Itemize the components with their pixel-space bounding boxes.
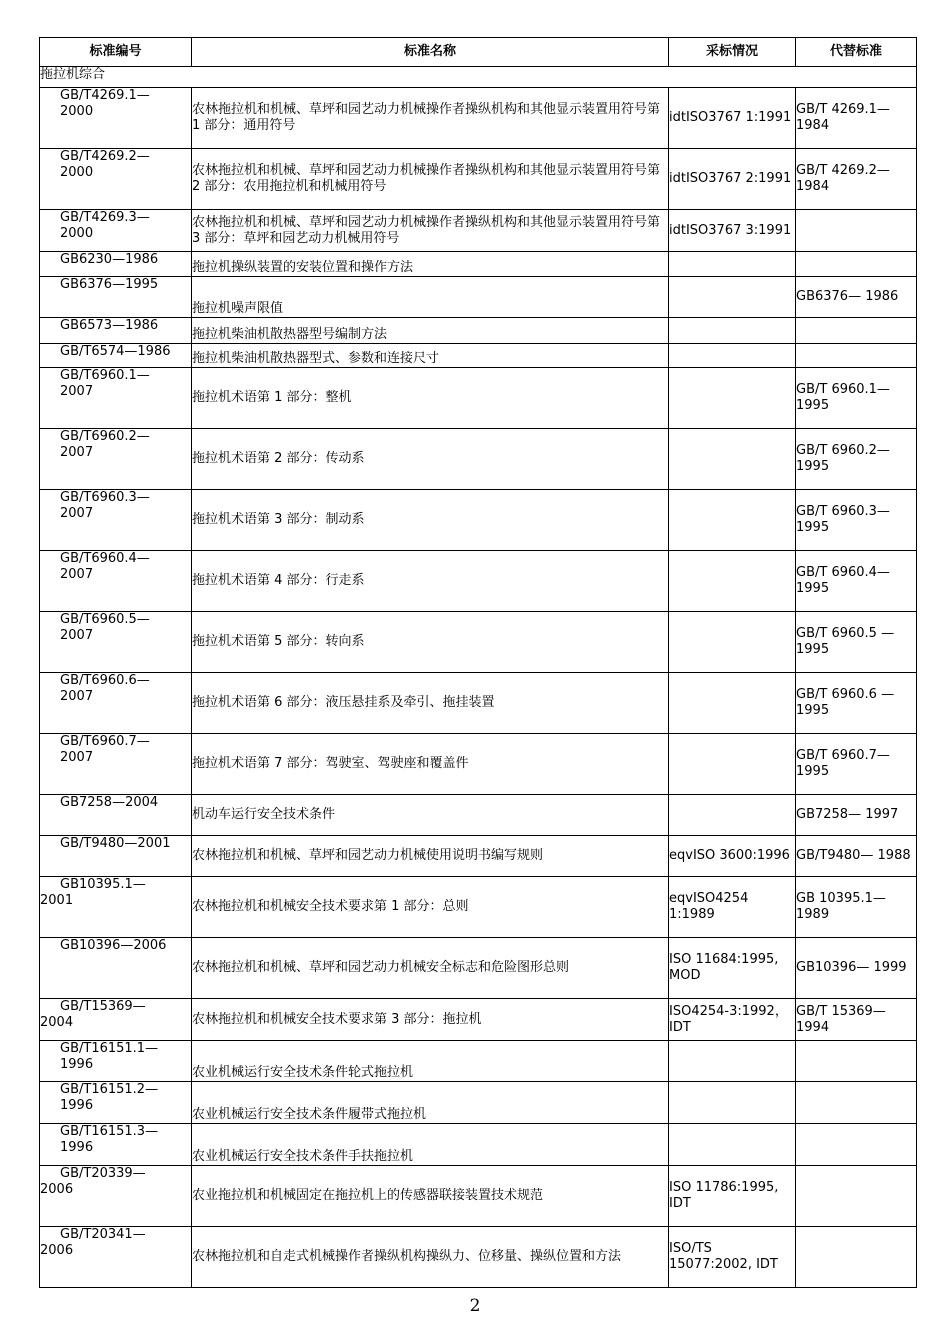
standard-code-cell — [40, 149, 192, 210]
replaces-cell — [796, 836, 917, 877]
replaces-cell — [796, 795, 917, 836]
standard-name: 农林拖拉机和自走式机械操作者操纵机构操纵力、位移量、操纵位置和方法 — [192, 1249, 622, 1264]
standard-code-cell — [40, 551, 192, 612]
standard-name: 农业拖拉机和机械固定在拖拉机上的传感器联接装置技术规范 — [192, 1188, 544, 1203]
adoption-cell — [669, 318, 796, 344]
standard-code-line2: 2007 — [60, 567, 94, 582]
standard-code-line1: GB6376—1995 — [60, 277, 159, 292]
table-row — [40, 210, 917, 252]
replaces-cell — [796, 318, 917, 344]
adoption-cell — [669, 551, 796, 612]
standard-code-cell — [40, 1227, 192, 1288]
standard-name: 拖拉机柴油机散热器型号编制方法 — [192, 327, 388, 342]
adoption-text: idtISO3767 3:1991 — [669, 222, 792, 238]
replaces-cell — [796, 1227, 917, 1288]
standard-code-line1: GB/T4269.1— — [60, 88, 150, 103]
standard-name: 农业机械运行安全技术条件轮式拖拉机 — [192, 1065, 414, 1080]
standard-code-line1: GB/T9480—2001 — [60, 836, 171, 851]
standard-code-line1: GB/T6574—1986 — [60, 344, 171, 359]
standard-code-line1: GB/T6960.2— — [60, 429, 150, 444]
standard-code-cell — [40, 1041, 192, 1082]
replaces-text: GB/T 6960.1— 1995 — [796, 382, 890, 413]
standard-code-cell — [40, 612, 192, 673]
table-row — [40, 734, 917, 795]
replaces-cell — [796, 344, 917, 368]
replaces-text: GB/T 6960.2— 1995 — [796, 443, 890, 474]
standard-code-cell — [40, 999, 192, 1041]
standard-name: 农业机械运行安全技术条件履带式拖拉机 — [192, 1107, 427, 1122]
standard-code-cell — [40, 210, 192, 252]
standard-code-line1: GB/T6960.7— — [60, 734, 150, 749]
standard-code-cell — [40, 252, 192, 277]
adoption-text: ISO 11786:1995, IDT — [669, 1180, 779, 1211]
replaces-text: GB 10395.1— 1989 — [796, 891, 886, 922]
replaces-cell — [796, 938, 917, 999]
adoption-cell — [669, 836, 796, 877]
standard-name: 农林拖拉机和机械、草坪和园艺动力机械操作者操纵机构和其他显示装置用符号第 2 部分：农用拖拉机和机械用符号 — [192, 163, 661, 194]
adoption-cell — [669, 673, 796, 734]
standard-code-cell — [40, 673, 192, 734]
header-code: 标准编号 — [40, 38, 192, 67]
standard-name-cell — [192, 368, 669, 429]
standard-code-cell — [40, 836, 192, 877]
standard-name-cell — [192, 88, 669, 149]
standard-name: 农林拖拉机和机械、草坪和园艺动力机械使用说明书编写规则 — [192, 848, 544, 863]
standard-code-line1: GB/T15369— — [60, 999, 146, 1014]
replaces-text: GB/T 6960.6 — 1995 — [796, 687, 895, 718]
replaces-cell — [796, 210, 917, 252]
standard-name-cell — [192, 836, 669, 877]
adoption-text: idtISO3767 1:1991 — [669, 110, 792, 125]
adoption-cell — [669, 277, 796, 318]
header-replaces: 代替标准 — [796, 38, 917, 67]
standard-code-line2: 2001 — [40, 893, 74, 908]
standard-code-line1: GB/T16151.2— — [60, 1082, 159, 1097]
replaces-text: GB/T 6960.4— 1995 — [796, 565, 890, 596]
standard-name-cell — [192, 429, 669, 490]
standard-code-line2: 1996 — [60, 1140, 94, 1155]
standard-code-line2: 2000 — [60, 165, 94, 180]
replaces-cell — [796, 877, 917, 938]
replaces-cell — [796, 999, 917, 1041]
standard-name-cell — [192, 1166, 669, 1227]
standard-name: 农林拖拉机和机械、草坪和园艺动力机械操作者操纵机构和其他显示装置用符号第 3 部分：草坪和园艺动力机械用符号 — [192, 214, 661, 246]
standard-code-line2: 2006 — [40, 1182, 74, 1197]
adoption-cell — [669, 368, 796, 429]
standard-name: 农林拖拉机和机械、草坪和园艺动力机械操作者操纵机构和其他显示装置用符号第 1 部分：通用符号 — [192, 102, 661, 133]
standard-code-line1: GB/T6960.4— — [60, 551, 150, 566]
standard-code-line1: GB10396—2006 — [60, 938, 167, 953]
standard-name-cell — [192, 795, 669, 836]
standard-code-line2: 2007 — [60, 628, 94, 643]
standard-name-cell — [192, 673, 669, 734]
standard-code-line1: GB/T20341— — [60, 1227, 146, 1242]
table-row — [40, 999, 917, 1041]
standard-name-cell — [192, 318, 669, 344]
table-row — [40, 368, 917, 429]
adoption-cell — [669, 734, 796, 795]
adoption-cell — [669, 877, 796, 938]
standard-code-cell — [40, 344, 192, 368]
standard-name-cell — [192, 734, 669, 795]
standard-name-cell — [192, 999, 669, 1041]
standard-code-cell — [40, 368, 192, 429]
standard-name: 拖拉机术语第 2 部分：传动系 — [192, 451, 365, 466]
standard-code-line2: 2007 — [60, 384, 94, 399]
standard-name-cell — [192, 149, 669, 210]
table-row — [40, 1082, 917, 1124]
standard-name: 农业机械运行安全技术条件手扶拖拉机 — [192, 1149, 414, 1164]
replaces-cell — [796, 149, 917, 210]
standard-name: 拖拉机操纵装置的安装位置和操作方法 — [192, 260, 414, 275]
adoption-cell — [669, 1227, 796, 1288]
replaces-cell — [796, 368, 917, 429]
standard-code-cell — [40, 88, 192, 149]
adoption-cell — [669, 1041, 796, 1082]
adoption-text: ISO/TS 15077:2002, IDT — [669, 1241, 778, 1272]
standard-code-line1: GB6230—1986 — [60, 252, 159, 267]
standard-name: 拖拉机术语第 1 部分：整机 — [192, 390, 352, 405]
replaces-cell — [796, 252, 917, 277]
replaces-text: GB/T 6960.3— 1995 — [796, 504, 890, 535]
standard-code-line2: 2007 — [60, 506, 94, 521]
standard-code-cell — [40, 490, 192, 551]
header-adoption: 采标情况 — [669, 38, 796, 67]
replaces-cell — [796, 1082, 917, 1124]
standard-name-cell — [192, 1082, 669, 1124]
standard-code-line2: 2007 — [60, 689, 94, 704]
standard-code-cell — [40, 1082, 192, 1124]
standard-code-line1: GB10395.1— — [60, 877, 146, 892]
standard-code-cell — [40, 318, 192, 344]
replaces-cell — [796, 551, 917, 612]
standard-code-line1: GB7258—2004 — [60, 795, 159, 810]
standard-name-cell — [192, 1227, 669, 1288]
standard-code-cell — [40, 429, 192, 490]
standard-name-cell — [192, 938, 669, 999]
header-name: 标准名称 — [192, 38, 669, 67]
adoption-cell — [669, 344, 796, 368]
standard-name-cell — [192, 1041, 669, 1082]
standard-name-cell — [192, 490, 669, 551]
table-row — [40, 877, 917, 938]
table-row — [40, 490, 917, 551]
replaces-cell — [796, 1041, 917, 1082]
standard-code-cell — [40, 795, 192, 836]
standard-name-cell — [192, 277, 669, 318]
adoption-cell — [669, 149, 796, 210]
standard-name-cell — [192, 877, 669, 938]
adoption-text: ISO4254-3:1992，IDT — [669, 1003, 788, 1035]
standard-code-line2: 2000 — [60, 104, 94, 119]
replaces-text: GB/T 4269.1— 1984 — [796, 102, 890, 133]
table-row — [40, 277, 917, 318]
replaces-text: GB6376— 1986 — [796, 289, 899, 304]
standard-code-line1: GB/T20339— — [60, 1166, 146, 1181]
standard-code-line1: GB/T6960.1— — [60, 368, 150, 383]
standard-name: 拖拉机术语第 6 部分：液压悬挂系及牵引、拖挂装置 — [192, 695, 495, 710]
page-number: 2 — [469, 1296, 481, 1316]
table-row — [40, 1041, 917, 1082]
adoption-cell — [669, 795, 796, 836]
standard-name: 农林拖拉机和机械、草坪和园艺动力机械安全标志和危险图形总则 — [192, 960, 570, 975]
standard-name: 拖拉机柴油机散热器型式、参数和连接尺寸 — [192, 351, 440, 366]
table-row — [40, 252, 917, 277]
section-row — [40, 67, 917, 88]
replaces-text: GB10396— 1999 — [796, 960, 907, 975]
standard-code-line1: GB/T6960.3— — [60, 490, 150, 505]
replaces-cell — [796, 1124, 917, 1166]
replaces-cell — [796, 1166, 917, 1227]
table-row — [40, 318, 917, 344]
table-row — [40, 551, 917, 612]
standard-code-line1: GB/T16151.1— — [60, 1041, 159, 1056]
table-row — [40, 344, 917, 368]
table-row — [40, 673, 917, 734]
standard-name: 农林拖拉机和机械安全技术要求第 1 部分：总则 — [192, 899, 469, 914]
standard-name-cell — [192, 252, 669, 277]
table-row — [40, 938, 917, 999]
adoption-cell — [669, 1124, 796, 1166]
header-row — [40, 38, 917, 67]
table-row — [40, 795, 917, 836]
standard-code-cell — [40, 734, 192, 795]
standard-name-cell — [192, 551, 669, 612]
adoption-cell — [669, 210, 796, 252]
standard-code-cell — [40, 277, 192, 318]
adoption-cell — [669, 612, 796, 673]
standard-code-line1: GB/T16151.3— — [60, 1124, 159, 1139]
adoption-cell — [669, 999, 796, 1041]
section-title: 拖拉机综合 — [40, 67, 917, 88]
table-row — [40, 1166, 917, 1227]
replaces-text: GB/T 6960.7— 1995 — [796, 748, 890, 779]
standard-name: 拖拉机术语第 5 部分：转向系 — [192, 634, 365, 649]
adoption-cell — [669, 490, 796, 551]
standard-name-cell — [192, 210, 669, 252]
standard-name: 拖拉机噪声限值 — [192, 301, 284, 316]
standard-code-line2: 1996 — [60, 1098, 94, 1113]
table-row — [40, 429, 917, 490]
table-row — [40, 836, 917, 877]
standard-code-line2: 2007 — [60, 445, 94, 460]
standard-code-line1: GB/T4269.3— — [60, 210, 150, 225]
replaces-text: GB/T 15369— 1994 — [796, 1003, 886, 1035]
standard-code-line2: 2006 — [40, 1243, 74, 1258]
adoption-cell — [669, 252, 796, 277]
adoption-text: eqvISO4254 1:1989 — [669, 891, 749, 922]
replaces-cell — [796, 490, 917, 551]
adoption-text: idtISO3767 2:1991 — [669, 171, 792, 186]
standard-name: 拖拉机术语第 7 部分：驾驶室、驾驶座和覆盖件 — [192, 756, 469, 771]
standard-name: 机动车运行安全技术条件 — [192, 807, 336, 822]
adoption-cell — [669, 429, 796, 490]
standard-code-line2: 2004 — [40, 1015, 74, 1030]
standard-code-cell — [40, 1124, 192, 1166]
table-row — [40, 149, 917, 210]
replaces-text: GB/T 4269.2— 1984 — [796, 163, 890, 194]
table-row — [40, 1227, 917, 1288]
table-row — [40, 88, 917, 149]
standard-code-cell — [40, 1166, 192, 1227]
adoption-cell — [669, 88, 796, 149]
standard-code-line2: 2000 — [60, 226, 94, 241]
table-row — [40, 1124, 917, 1166]
standard-name-cell — [192, 344, 669, 368]
standard-name: 拖拉机术语第 3 部分：制动系 — [192, 512, 365, 527]
standard-code-line1: GB6573—1986 — [60, 318, 159, 333]
replaces-cell — [796, 612, 917, 673]
standard-name-cell — [192, 1124, 669, 1166]
replaces-cell — [796, 734, 917, 795]
adoption-cell — [669, 1166, 796, 1227]
standard-code-line1: GB/T4269.2— — [60, 149, 150, 164]
replaces-cell — [796, 429, 917, 490]
standard-name: 拖拉机术语第 4 部分：行走系 — [192, 573, 365, 588]
adoption-cell — [669, 938, 796, 999]
replaces-cell — [796, 277, 917, 318]
replaces-cell — [796, 88, 917, 149]
standard-name: 农林拖拉机和机械安全技术要求第 3 部分：拖拉机 — [192, 1011, 482, 1027]
replaces-text: GB/T9480— 1988 — [796, 848, 911, 863]
adoption-text: eqvISO 3600:1996 — [669, 848, 790, 863]
standard-code-line2: 1996 — [60, 1057, 94, 1072]
standard-code-line2: 2007 — [60, 750, 94, 765]
adoption-cell — [669, 1082, 796, 1124]
standard-code-cell — [40, 877, 192, 938]
standard-code-line1: GB/T6960.5— — [60, 612, 150, 627]
standard-code-line1: GB/T6960.6— — [60, 673, 150, 688]
standard-code-cell — [40, 938, 192, 999]
table-row — [40, 612, 917, 673]
replaces-text: GB/T 6960.5 — 1995 — [796, 626, 895, 657]
standard-name-cell — [192, 612, 669, 673]
replaces-text: GB7258— 1997 — [796, 807, 899, 822]
replaces-cell — [796, 673, 917, 734]
standards-table — [39, 37, 917, 1288]
adoption-text: ISO 11684:1995, MOD — [669, 952, 779, 983]
